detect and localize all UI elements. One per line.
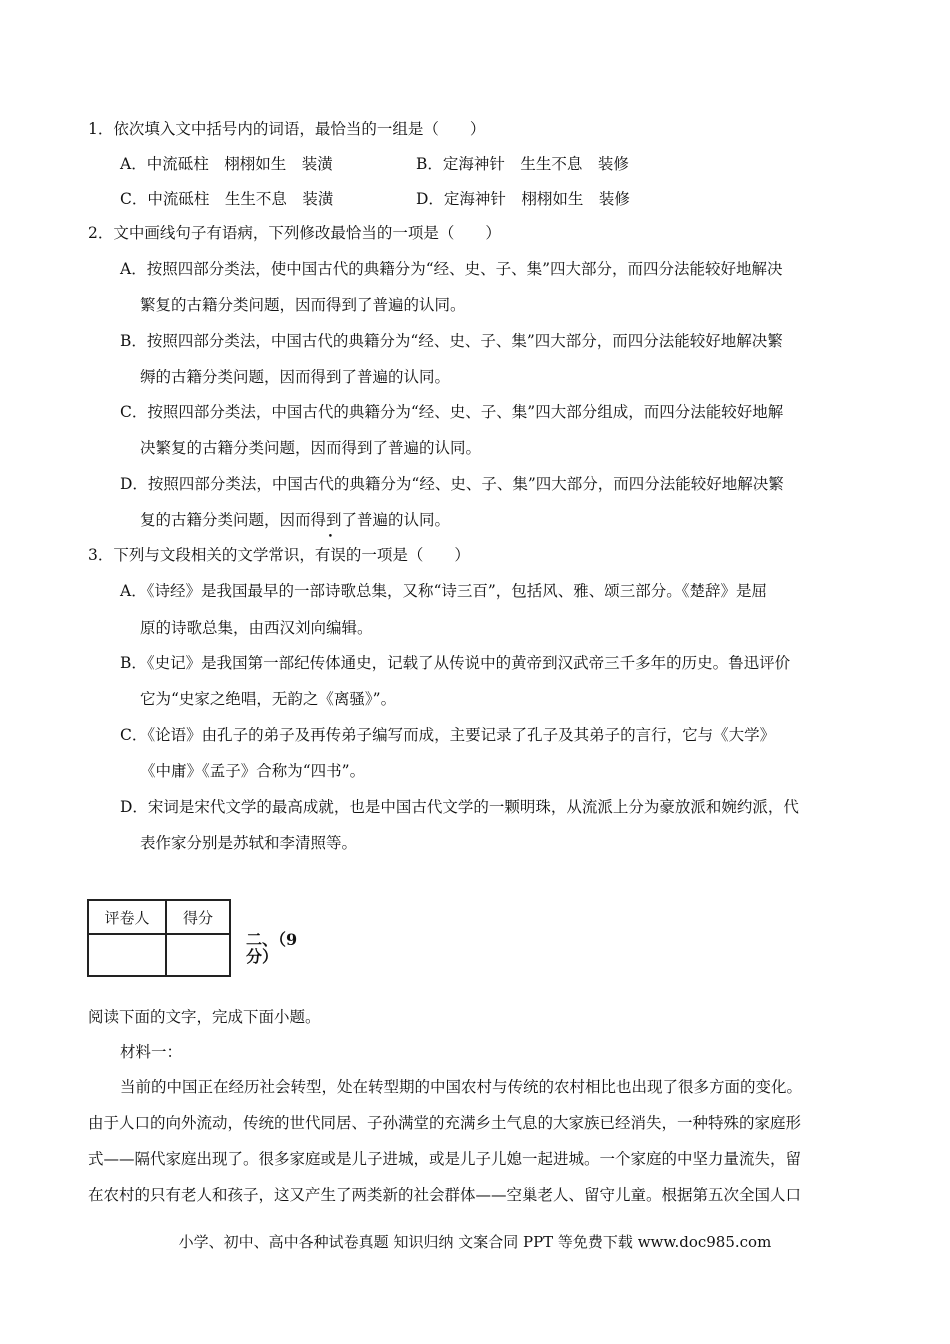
q3-stem [88, 544, 470, 566]
q3-option-d-line2: 表作家分别是苏轼和李清照等。 [140, 834, 358, 852]
q2-option-c-line2: 决繁复的古籍分类问题，因而得到了普遍的认同。 [140, 439, 482, 457]
q1-stem: 1．依次填入文中括号内的词语，最恰当的一组是（ ） [88, 120, 486, 138]
q2-option-b-line1: B．按照四部分类法，中国古代的典籍分为“经、史、子、集”四大部分，而四分法能较好地解决繁 [120, 332, 783, 350]
q2-option-c-line1: C．按照四部分类法，中国古代的典籍分为“经、史、子、集”四大部分组成，而四分法能较好地解 [120, 403, 784, 421]
reading-instruction: 阅读下面的文字，完成下面小题。 [88, 1008, 321, 1026]
q2-option-a-line2: 繁复的古籍分类问题，因而得到了普遍的认同。 [140, 296, 466, 314]
paragraph-line-1: 当前的中国正在经历社会转型，处在转型期的中国农村与传统的农村相比也出现了很多方面的变化。 [120, 1078, 803, 1096]
q2-option-d-line1: D．按照四部分类法，中国古代的典籍分为“经、史、子、集”四大部分，而四分法能较好地解决繁 [120, 475, 784, 493]
q3-stem-prefix: 3．下列与文段相关的文学常识， [88, 546, 315, 564]
score-header: 得分 [166, 900, 230, 934]
q3-option-c-line1: C．《论语》由孔子的弟子及再传弟子编写而成，主要记录了孔子及其弟子的言行，它与《大学》 [120, 726, 776, 744]
q3-option-d-line1: D．宋词是宋代文学的最高成就，也是中国古代文学的一颗明珠，从流派上分为豪放派和婉约派，代 [120, 798, 799, 816]
reviewer-cell [88, 934, 166, 976]
q1-option-d: D．定海神针 栩栩如生 装修 [416, 190, 630, 208]
q2-option-d-line2: 复的古籍分类问题，因而得到了普遍的认同。 [140, 511, 451, 529]
score-table [87, 899, 231, 977]
page-footer: 小学、初中、高中各种试卷真题 知识归纳 文案合同 PPT 等免费下载 www.doc985.com [178, 1233, 772, 1251]
q3-stem-emphasis: 有误 [314, 546, 346, 564]
paragraph-line-4: 在农村的只有老人和孩子，这又产生了两类新的社会群体——空巢老人、留守儿童。根据第五次全国人口 [88, 1186, 802, 1204]
q2-option-b-line2: 缛的古籍分类问题，因而得到了普遍的认同。 [140, 368, 451, 386]
paragraph-line-2: 由于人口的向外流动，传统的世代同居、子孙满堂的充满乡土气息的大家族已经消失，一种特殊的家庭形 [88, 1114, 802, 1132]
q3-option-c-line2: 《中庸》《孟子》合称为“四书”。 [140, 762, 366, 780]
q3-stem-suffix: 的一项是（ ） [345, 546, 470, 564]
paragraph-line-3: 式——隔代家庭出现了。很多家庭或是儿子进城，或是儿子儿媳一起进城。一个家庭的中坚力量流失，留 [88, 1150, 802, 1168]
q2-stem: 2．文中画线句子有语病，下列修改最恰当的一项是（ ） [88, 224, 501, 242]
q1-option-a: A．中流砥柱 栩栩如生 装潢 [120, 155, 333, 173]
section-title: 二、（9 分） [246, 930, 298, 966]
q3-option-a-line2: 原的诗歌总集，由西汉刘向编辑。 [140, 619, 373, 637]
q1-option-b: B．定海神针 生生不息 装修 [416, 155, 629, 173]
q3-option-b-line2: 它为“史家之绝唱，无韵之《离骚》”。 [140, 690, 397, 708]
material-label: 材料一： [120, 1043, 183, 1061]
q3-option-a-line1: A．《诗经》是我国最早的一部诗歌总集，又称“诗三百”，包括风、雅、颂三部分。《楚辞》是屈 [120, 582, 768, 600]
q3-option-b-line1: B．《史记》是我国第一部纪传体通史，记载了从传说中的黄帝到汉武帝三千多年的历史。鲁迅评价 [120, 654, 791, 672]
reviewer-header: 评卷人 [88, 900, 166, 934]
q1-option-c: C．中流砥柱 生生不息 装潢 [120, 190, 334, 208]
score-cell [166, 934, 230, 976]
q2-option-a-line1: A．按照四部分类法，使中国古代的典籍分为“经、史、子、集”四大部分，而四分法能较好地解决 [120, 260, 783, 278]
